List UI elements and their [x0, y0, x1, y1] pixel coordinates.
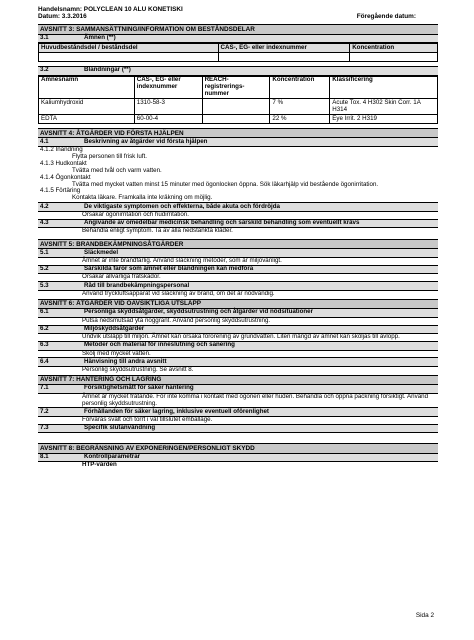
subsection-number: 4.3: [40, 219, 49, 227]
table-row: [39, 115, 438, 124]
subsection-number: 5.3: [40, 281, 49, 289]
subsection-text: Orsakar ögonirritation och hudirritation.: [82, 210, 189, 218]
table-header: CAS-, EG- eller indexnummer: [134, 76, 202, 99]
subsection-text: Ämnet är inte brandfarlig. Använd släckning metoder, som är miljövänligt.: [82, 256, 282, 264]
subsection-title: Blandningar (**): [84, 66, 131, 74]
subsection-text: Ämnet är mycket frätande. För inte komma i kontakt med ögonen eller huden. Behandla och öppna packning försiktigt. Använd personlig skyddsutrustning.: [82, 392, 429, 407]
subsection-text: Putsa nedsmutsad yta noggrant. Använd personlig skyddsutrustning.: [82, 316, 271, 324]
previous-date: Föregående datum:: [356, 13, 416, 21]
subsection-title: Beskrivning av åtgärder vid första hjälpen: [84, 137, 208, 145]
subsection-title: Kontrollparametrar: [84, 452, 141, 460]
mixtures-table: [38, 76, 438, 125]
section-6-heading: AVSNITT 6: ÅTGÄRDER VID OAVSIKTLIGA UTSLÄPP: [38, 299, 438, 309]
section-4-heading: AVSNITT 4: ÅTGÄRDER VID FÖRSTA HJÄLPEN: [38, 128, 438, 138]
subsection-title: Ämnen (**): [84, 33, 116, 41]
subsection-number: 8.1: [40, 452, 49, 460]
subsection-number: 7.1: [40, 384, 49, 392]
table-header: REACH-registrerings-nummer: [202, 76, 270, 99]
document-page: [38, 6, 438, 469]
subsection-title: Försiktighetsmått för säker hantering: [84, 384, 194, 392]
table-header: Huvudbeståndsdel / beståndsdel: [39, 44, 219, 53]
item-text: Tvätta med tvål och varm vatten.: [72, 166, 162, 174]
table-cell: Kaliumhydroxid: [39, 99, 135, 115]
subsection-text: Orsakar allvarliga frätskador.: [82, 273, 161, 281]
item-label: 4.1.3 Hudkontakt: [40, 159, 87, 167]
subsection-text: Personlig skyddsutrustning. Se avsnitt 8.: [82, 365, 194, 373]
table-cell: Eye Irrit. 2 H319: [330, 115, 438, 124]
table-cell: [218, 52, 350, 61]
subsection-title: Specifik slutanvändning: [84, 424, 156, 432]
table-cell: [350, 52, 438, 61]
subsection-number: 6.1: [40, 308, 49, 316]
subsection-text: Använd tryckluftsapparat vid släckning av brand, om det är nödvändig.: [82, 289, 275, 297]
section-8-heading: AVSNITT 8: BEGRÄNSNING AV EXPONERINGEN/PERSONLIGT SKYDD: [38, 443, 438, 453]
item-label: 4.1.5 Förtäring: [40, 187, 81, 195]
document-header: [38, 6, 438, 20]
subsection-title: Förhållanden för säker lagring, inklusive eventuell oförenlighet: [84, 407, 269, 415]
subsection-number: 7.3: [40, 424, 49, 432]
substances-table: [38, 43, 438, 62]
subsection-title: Personliga skyddsåtgärder, skyddsutrustning och åtgärder vid nödsituationer: [84, 308, 313, 316]
subsection-text: Behandla enligt symptom. Ta av alla nedstänkta kläder.: [82, 227, 233, 235]
table-cell: 1310-58-3: [134, 99, 202, 115]
item-label: 4.1.4 Ögonkontakt: [40, 173, 91, 181]
subsection-title: Angivande av omedelbar medicinsk behandling och särskild behandling som eventuellt krävs: [84, 219, 360, 227]
section-5-heading: AVSNITT 5: BRANDBEKÄMPNINGSÅTGÄRDER: [38, 239, 438, 249]
table-cell: Acute Tox. 4 H302 Skin Corr. 1A H314: [330, 99, 438, 115]
table-cell: [39, 52, 219, 61]
subsection-title: Hänvisning till andra avsnitt: [84, 357, 167, 365]
subsection-number: 6.3: [40, 341, 49, 349]
table-cell: 22 %: [270, 115, 330, 124]
subsection-text: HTP-värden: [82, 461, 117, 469]
subsection-7-3: [38, 424, 438, 434]
item-text: Kontakta läkare. Framkalla inte kräkning om möjlig.: [72, 194, 213, 202]
subsection-title: De viktigaste symptomen och effekterna, både akuta och fördröjda: [84, 202, 280, 210]
table-cell: [202, 99, 270, 115]
subsection-title: Särskilda faror som ämnet eller blandningen kan medföra: [84, 265, 254, 273]
table-header: Koncentration: [270, 76, 330, 99]
subsection-number: 3.1: [40, 33, 49, 41]
table-cell: EDTA: [39, 115, 135, 124]
subsection-3-2: [38, 66, 438, 76]
subsection-4-1: [38, 138, 438, 147]
subsection-title: Miljöskyddsåtgärder: [84, 324, 145, 332]
table-header: Koncentration: [350, 44, 438, 53]
subsection-number: 3.2: [40, 66, 49, 74]
table-header: Klassificering: [330, 76, 438, 99]
section-7-heading: AVSNITT 7: HANTERING OCH LAGRING: [38, 375, 438, 385]
subsection-number: 4.1: [40, 137, 49, 145]
page-number: Sida 2: [415, 612, 434, 619]
subsection-number: 5.2: [40, 265, 49, 273]
item-text: Tvätta med mycket vatten minst 15 minuter med ögonlocken öppna. Sök läkarhjälp vid bestående ögonirritation.: [72, 180, 379, 188]
item-label: 4.1.2 Inandning: [40, 145, 83, 153]
table-header: Ämnesnamn: [39, 76, 135, 99]
subsection-number: 6.4: [40, 357, 49, 365]
subsection-text: Förvaras svalt och torrt i väl tillslutet emballage.: [82, 416, 213, 424]
subsection-title: Metoder och material för inneslutning och sanering: [84, 341, 235, 349]
document-date: Datum: 3.3.2016: [38, 13, 87, 21]
subsection-3-1: [38, 35, 438, 44]
subsection-number: 4.2: [40, 202, 49, 210]
subsection-text: Undvik utsläpp till miljön. Ämnet kan orsaka förorening av grundvatten. Liten mängd av ämnet kan sköljas till avlopp.: [82, 333, 400, 341]
subsection-title: Råd till brandbekämpningspersonal: [84, 281, 190, 289]
table-row: [39, 99, 438, 115]
subsection-number: 7.2: [40, 407, 49, 415]
subsection-number: 6.2: [40, 324, 49, 332]
table-cell: 7 %: [270, 99, 330, 115]
subsection-title: Släckmedel: [84, 248, 119, 256]
section-3-heading: AVSNITT 3: SAMMANSÄTTNING/INFORMATION OM BESTÅNDSDELAR: [38, 24, 438, 34]
item-text: Flytta personen till frisk luft.: [72, 152, 147, 160]
subsection-number: 5.1: [40, 248, 49, 256]
trade-name: Handelsnamn: POLYCLEAN 10 ALU KONETISKI: [38, 6, 183, 13]
table-cell: [202, 115, 270, 124]
subsection-text: Skölj med mycket vatten.: [82, 349, 151, 357]
table-header: CAS-, EG- eller indexnummer: [218, 44, 350, 53]
table-cell: 60-00-4: [134, 115, 202, 124]
